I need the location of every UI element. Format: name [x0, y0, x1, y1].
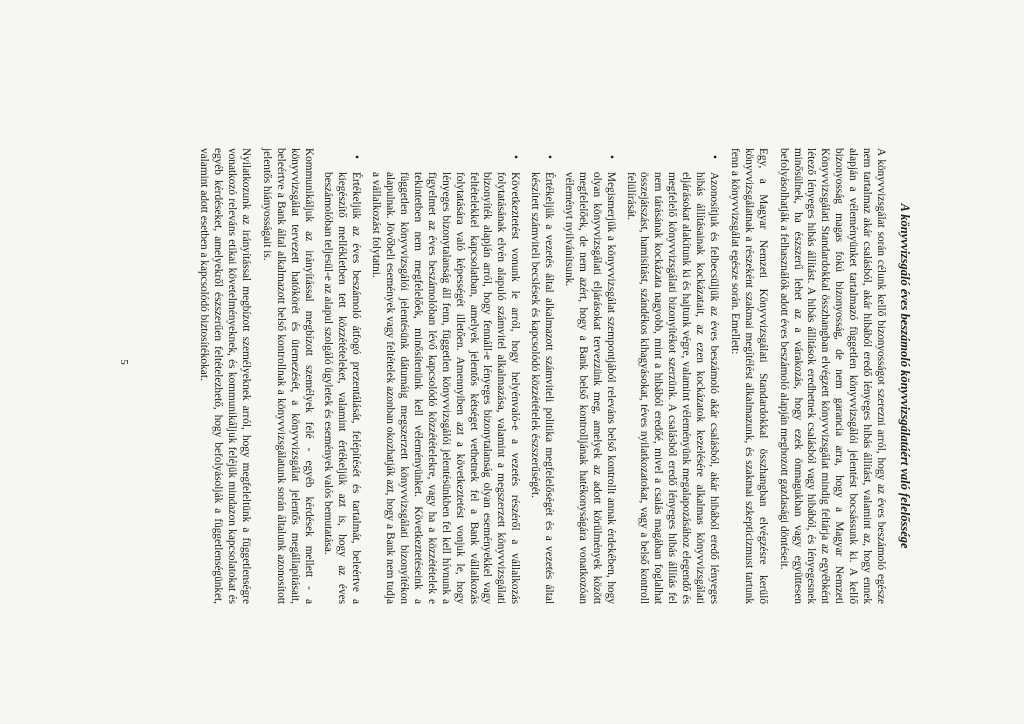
- responsibility-bullet-list: [321, 148, 720, 604]
- bullet-text: Értékeljük az éves beszámoló átfogó prezentálását, felépítését és tartalmát, beleértve a kiegészítő mellékletben tett közzétételeket, valamint értékeljük azt is, hogy az éves beszámolóban teljesül-e az alapul szolgáló ügyletek és események valós bemutatása.: [322, 172, 363, 604]
- bullet-icon: •: [543, 155, 556, 159]
- list-item: [321, 155, 363, 604]
- closing-paragraph-2: Nyilatkozunk az irányítással megbízott személyeknek arról, hogy megfeleltünk a függetlenségre vonatkozó releváns etikai követelményeknek, és kommunikáljuk feléjük mindazon kapcsolatokat és egyéb kérdéseket, amelyekről észszerűen feltételezhető, hogy befolyásolják a függetlenségünket, valamint adott esetben a kapcsolódó biztosítékokat.: [198, 148, 252, 604]
- bullet-text: Következtetést vonunk le arról, hogy helyénvaló-e a vezetés részéről a vállalkozás folytatásának elvén alapuló számvitel alkalmazása, valamint a megszerzett könyvvizsgálati bizonyíték alapján arról, hogy fennáll-e lényeges bizonytalanság olyan eseményekkel vagy feltételekkel kapcsolatban, amelyek jelentős kétséget vethetnek fel a Bank vállalkozás folytatására való képességét illetően. Amennyiben azt a következtetést vonjuk le, hogy lényeges bizonytalanság áll fenn, független könyvvizsgálói jelentésünkben fel kell hívnunk a figyelmet az éves beszámolóban lévő kapcsolódó közzétételekre, vagy ha a közzétételek e tekintetben nem megfelelőek, minősítenünk kell véleményünket. Következtetéseink a független könyvvizsgálói jelentésünk dátumáig megszerzett könyvvizsgálati bizonyítékon alapulnak. Jövőbeli események vagy feltételek azonban okozhatják azt, hogy a Bank nem tudja a vállalkozást folytatni.: [370, 172, 522, 604]
- bullet-icon: •: [708, 155, 721, 159]
- list-item: [623, 155, 721, 604]
- bullet-text: Értékeljük a vezetés által alkalmazott számviteli politika megfelelőségét és a vezetés által készített számviteli becslések és kapcsolódó közzétételek észszerűségét.: [529, 172, 556, 604]
- bullet-text: Megismerjük a könyvvizsgálat szempontjából releváns belső kontrollt annak érdekében, hogy olyan könyvvizsgálati eljárásokat tervezzünk meg, amelyek az adott körülmények között megfelelőek, de nem azért, hogy a Bank belső kontrolljának hatékonyságára vonatkozóan véleményt nyilvánítsunk.: [562, 172, 617, 604]
- bullet-text: Azonosítjuk és felbecsüljük az éves beszámoló akár csalásból, akár hibából eredő lényeges hibás állításainak kockázatait, az ezen kockázatok kezelésére alkalmas könyvvizsgálati eljárásokat alakítunk ki és hajtunk végre, valamint véleményünk megalapozásához elegendő és megfelelő könyvvizsgálati bizonyítékot szerzünk. A csalásból eredő lényeges hibás állítás fel nem tárásának kockázata nagyobb, mint a hibából eredőé, mivel a csalás magában foglalhat összejátszást, hamisítást, szándékos kihagyásokat, téves nyilatkozatokat, vagy a belső kontroll felülírását.: [624, 172, 721, 604]
- bullet-icon: •: [604, 155, 617, 159]
- list-item: [561, 155, 617, 604]
- bullet-icon: •: [509, 155, 522, 159]
- intro-paragraph-1: A könyvvizsgálat során célunk kellő bizonyosságot szerezni arról, hogy az éves beszámoló egésze nem tartalmaz akár csalásból, akár hibából eredő lényeges hibás állítást, valamint az, hogy ennek alapján a véleményünket tartalmazó független könyvvizsgálói jelentést bocsássunk ki. A kellő bizonyosság magas fokú bizonyosság, de nem garancia arra, hogy a Magyar Nemzeti Könyvvizsgálati Standardokkal összhangban elvégzett könyvvizsgálat mindig feltárja az egyébként létező lényeges hibás állítást. A hibás állítások eredhetnek csalásból vagy hibából, és lényegesnek minősülnek, ha észszerű lehet az a várakozás, hogy ezek önmagukban vagy együttesen befolyásolhatják a felhasználók adott éves beszámoló alapján meghozott gazdasági döntéseit.: [777, 148, 887, 604]
- list-item: [368, 155, 522, 604]
- document-title: A könyvvizsgáló éves beszámoló könyvvizsgálatáért való felelőssége: [898, 203, 912, 549]
- intro-paragraph-2: Egy, a Magyar Nemzeti Könyvvizsgálati Standardokkal összhangban elvégzésre kerülő könyvvizsgálatnak a részeként szakmai megítélést alkalmazunk, és szakmai szkepticizmust tartunk fenn a könyvvizsgálat egésze során. Emellett:: [728, 148, 769, 604]
- closing-paragraph-1: Kommunikáljuk az irányítással megbízott személyek felé - egyéb kérdések mellett - a könyvvizsgálat tervezett hatókörét és ütemezését, a könyvvizsgálat jelentős megállapításait, beleértve a Bank által alkalmazott belső kontrollnak a könyvvizsgálatunk során általunk azonosított jelentős hiányosságait is.: [260, 148, 315, 604]
- page-number: 5: [118, 359, 130, 365]
- bullet-icon: •: [350, 155, 363, 159]
- list-item: [527, 155, 556, 604]
